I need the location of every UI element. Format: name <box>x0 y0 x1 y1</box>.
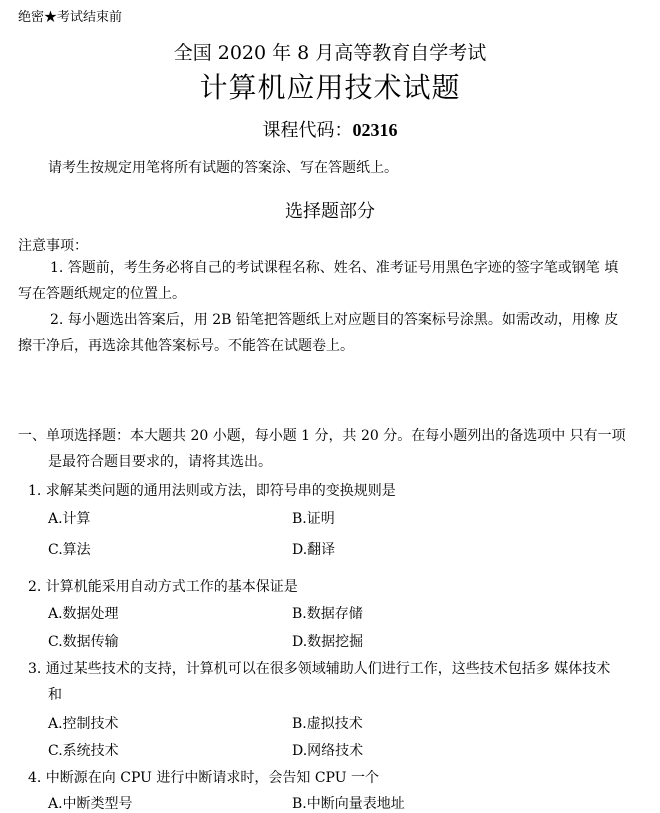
question-4-option-b: B.中断向量表地址 <box>292 796 405 812</box>
question-4-stem: 4. 中断源在向 CPU 进行中断请求时，会告知 CPU 一个 <box>28 770 379 786</box>
general-instruction: 请考生按规定用笔将所有试题的答案涂、写在答题纸上。 <box>48 160 398 176</box>
course-code-line <box>0 116 660 142</box>
note-2-line-2: 擦干净后，再选涂其他答案标号。不能答在试题卷上。 <box>18 338 354 354</box>
question-2-option-b: B.数据存储 <box>292 606 363 622</box>
notes-heading: 注意事项： <box>18 238 88 254</box>
question-4-option-a: A.中断类型号 <box>48 796 133 812</box>
page-title: 计算机应用技术试题 <box>199 71 461 104</box>
question-2-option-d: D.数据挖掘 <box>292 634 364 650</box>
question-1-option-a: A.计算 <box>48 511 91 527</box>
confidential-label: 绝密★考试结束前 <box>18 10 123 25</box>
question-2-option-a: A.数据处理 <box>48 606 119 622</box>
question-2-stem: 2. 计算机能采用自动方式工作的基本保证是 <box>28 579 298 595</box>
note-1-line-1: 1. 答题前，考生务必将自己的考试课程名称、姓名、准考证号用黑色字迹的签字笔或钢笔 填 <box>50 260 619 276</box>
question-2-option-c: C.数据传输 <box>48 634 119 650</box>
part1-heading-line-1: 一、单项选择题：本大题共 20 小题，每小题 1 分，共 20 分。在每小题列出的备选项中 只有一项 <box>18 428 626 444</box>
question-3-option-d: D.网络技术 <box>292 743 364 759</box>
note-2-line-1: 2. 每小题选出答案后，用 2B 铅笔把答题纸上对应题目的答案标号涂黑。如需改动，用橡 皮 <box>50 312 619 328</box>
question-1-option-b: B.证明 <box>292 511 335 527</box>
part1-heading-line-2: 是最符合题目要求的，请将其选出。 <box>48 454 272 470</box>
exam-session-line: 全国 2020 年 8 月高等教育自学考试 <box>173 42 487 64</box>
question-3-option-b: B.虚拟技术 <box>292 716 363 732</box>
question-1-option-d: D.翻译 <box>292 542 336 558</box>
course-code-label: 课程代码： <box>262 120 353 141</box>
question-1-stem: 1. 求解某类问题的通用法则或方法，即符号串的变换规则是 <box>28 483 396 499</box>
question-3-option-c: C.系统技术 <box>48 743 119 759</box>
note-1-line-2: 写在答题纸规定的位置上。 <box>18 286 186 302</box>
question-3-option-a: A.控制技术 <box>48 716 119 732</box>
course-code-value: 02316 <box>352 120 398 140</box>
question-3-stem-line-2: 和 <box>48 687 62 703</box>
question-3-stem-line-1: 3. 通过某些技术的支持，计算机可以在很多领域辅助人们进行工作，这些技术包括多 媒体技术 <box>28 661 611 677</box>
section-title: 选择题部分 <box>285 201 375 222</box>
question-1-option-c: C.算法 <box>48 542 91 558</box>
